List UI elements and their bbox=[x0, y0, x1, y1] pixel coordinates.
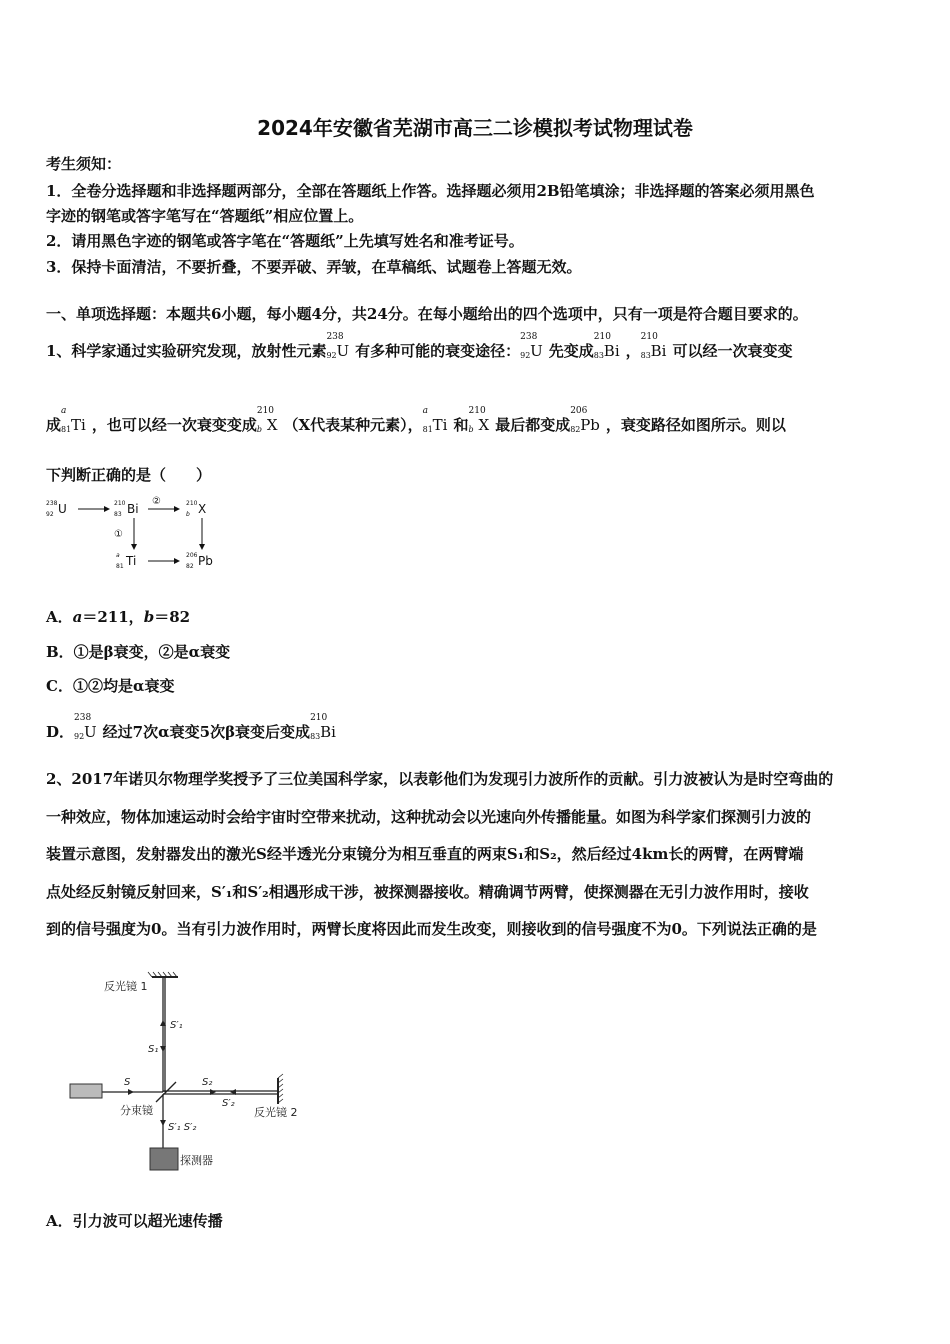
svg-text:U: U bbox=[58, 502, 67, 516]
q2-line-2: 一种效应，物体加速运动时会给宇宙时空带来扰动，这种扰动会以光速向外传播能量。如图为科学家们探测引力波的 bbox=[46, 808, 812, 826]
nuclide-x: 210 b X bbox=[256, 406, 278, 434]
notice-heading: 考生须知： bbox=[46, 155, 122, 173]
q2-option-a: A．引力波可以超光速传播 bbox=[46, 1212, 223, 1230]
q1-line-1: 1、科学家通过实验研究发现，放射性元素 238 92 U 有多种可能的衰变途径： 238 92 U 先变成 210 83 Bi ， 210 83 Bi 可以经一次衰变变 bbox=[46, 332, 793, 360]
q2-line-3: 装置示意图，发射器发出的激光S经半透光分束镜分为相互垂直的两束S₁和S₂，然后经过4km长的两臂，在两臂端 bbox=[46, 845, 804, 863]
nuclide-ti: a 81 Ti bbox=[422, 406, 448, 434]
diagram-node-bi bbox=[114, 500, 139, 518]
svg-text:Pb: Pb bbox=[198, 554, 213, 568]
q1-option-c: C．①②均是α衰变 bbox=[46, 677, 175, 695]
label-s2p: S′₂ bbox=[222, 1098, 235, 1109]
nuclide-bi: 210 83 Bi bbox=[310, 713, 336, 741]
svg-text:b: b bbox=[186, 511, 190, 518]
mirror-2-label: 反光镜 2 bbox=[254, 1106, 298, 1119]
nuclide-u: 238 92 U bbox=[520, 332, 543, 360]
svg-text:238: 238 bbox=[46, 500, 58, 507]
svg-text:206: 206 bbox=[186, 552, 198, 559]
q1-option-a: A．a＝211，b＝82 bbox=[46, 608, 191, 626]
step-1-label: ① bbox=[114, 529, 123, 540]
svg-text:210: 210 bbox=[114, 500, 126, 507]
q2-line-4: 点处经反射镜反射回来，S′₁和S′₂相遇形成干涉，被探测器接收。精确调节两臂，使探测器在无引力波作用时，接收 bbox=[46, 883, 809, 901]
nuclide-x: 210 b X bbox=[468, 406, 490, 434]
arrow-right-laser bbox=[128, 1089, 134, 1095]
diagram-node-u bbox=[46, 500, 67, 518]
interferometer-diagram bbox=[60, 968, 320, 1178]
nuclide-u: 238 92 U bbox=[74, 713, 97, 741]
diagram-node-ti bbox=[116, 552, 136, 570]
label-s1: S₁ bbox=[148, 1044, 159, 1055]
label-s: S bbox=[124, 1077, 131, 1088]
label-s2: S₂ bbox=[202, 1077, 213, 1088]
svg-text:a: a bbox=[116, 552, 120, 559]
nuclide-pb: 206 82 Pb bbox=[570, 406, 600, 434]
label-output: S′₁ S′₂ bbox=[168, 1122, 197, 1133]
svg-text:210: 210 bbox=[186, 500, 198, 507]
nuclide-ti: a 81 Ti bbox=[61, 406, 86, 434]
nuclide-bi: 210 83 Bi bbox=[640, 332, 667, 360]
notice-item-1-cont: 字迹的钢笔或答字笔写在“答题纸”相应位置上。 bbox=[46, 207, 364, 225]
detector-label: 探测器 bbox=[180, 1154, 213, 1167]
svg-text:Bi: Bi bbox=[127, 502, 139, 516]
svg-text:83: 83 bbox=[114, 511, 122, 518]
mirror-1-label: 反光镜 1 bbox=[104, 980, 148, 993]
svg-text:92: 92 bbox=[46, 511, 54, 518]
step-2-label: ② bbox=[152, 496, 161, 507]
q1-line-3: 下判断正确的是（ ） bbox=[46, 466, 212, 484]
svg-text:82: 82 bbox=[186, 563, 194, 570]
diagram-node-pb bbox=[186, 552, 213, 570]
arrow-down-out bbox=[160, 1120, 166, 1126]
q2-line-5: 到的信号强度为0。当有引力波作用时，两臂长度将因此而发生改变，则接收到的信号强度不为0。下列说法正确的是 bbox=[46, 920, 817, 938]
decay-path-diagram bbox=[40, 490, 240, 580]
svg-text:81: 81 bbox=[116, 563, 124, 570]
label-s1p: S′₁ bbox=[170, 1020, 183, 1031]
q1-line-2: 成 a 81 Ti ，也可以经一次衰变变成 210 b X （X代表某种元素）， a 81 Ti 和 210 b X 最后都变成 206 82 Pb ，衰变路径如图所示。则以 bbox=[46, 406, 786, 434]
notice-item-3: 3．保持卡面清洁，不要折叠，不要弄破、弄皱，在草稿纸、试题卷上答题无效。 bbox=[46, 258, 582, 276]
svg-text:X: X bbox=[198, 502, 207, 516]
laser-emitter bbox=[70, 1084, 102, 1098]
svg-text:Ti: Ti bbox=[126, 554, 137, 568]
page-title: 2024年安徽省芜湖市高三二诊模拟考试物理试卷 bbox=[257, 116, 693, 140]
nuclide-u: 238 92 U bbox=[326, 332, 350, 360]
section-heading: 一、单项选择题：本题共6小题，每小题4分，共24分。在每小题给出的四个选项中，只有一项是符合题目要求的。 bbox=[46, 305, 808, 323]
nuclide-bi: 210 83 Bi bbox=[593, 332, 620, 360]
notice-item-1: 1．全卷分选择题和非选择题两部分，全部在答题纸上作答。选择题必须用2B铅笔填涂；非选择题的答案必须用黑色 bbox=[46, 182, 815, 200]
splitter-label: 分束镜 bbox=[120, 1104, 153, 1117]
notice-item-2: 2．请用黑色字迹的钢笔或答字笔在“答题纸”上先填写姓名和准考证号。 bbox=[46, 232, 524, 250]
detector-box bbox=[150, 1148, 178, 1170]
q1-option-d: D． 238 92 U 经过7次α衰变5次β衰变后变成 210 83 Bi bbox=[46, 713, 336, 741]
q2-line-1: 2、2017年诺贝尔物理学奖授予了三位美国科学家，以表彰他们为发现引力波所作的贡献。引力波被认为是时空弯曲的 bbox=[46, 770, 834, 788]
q1-option-b: B．①是β衰变，②是α衰变 bbox=[46, 643, 231, 661]
diagram-node-x bbox=[186, 500, 206, 518]
